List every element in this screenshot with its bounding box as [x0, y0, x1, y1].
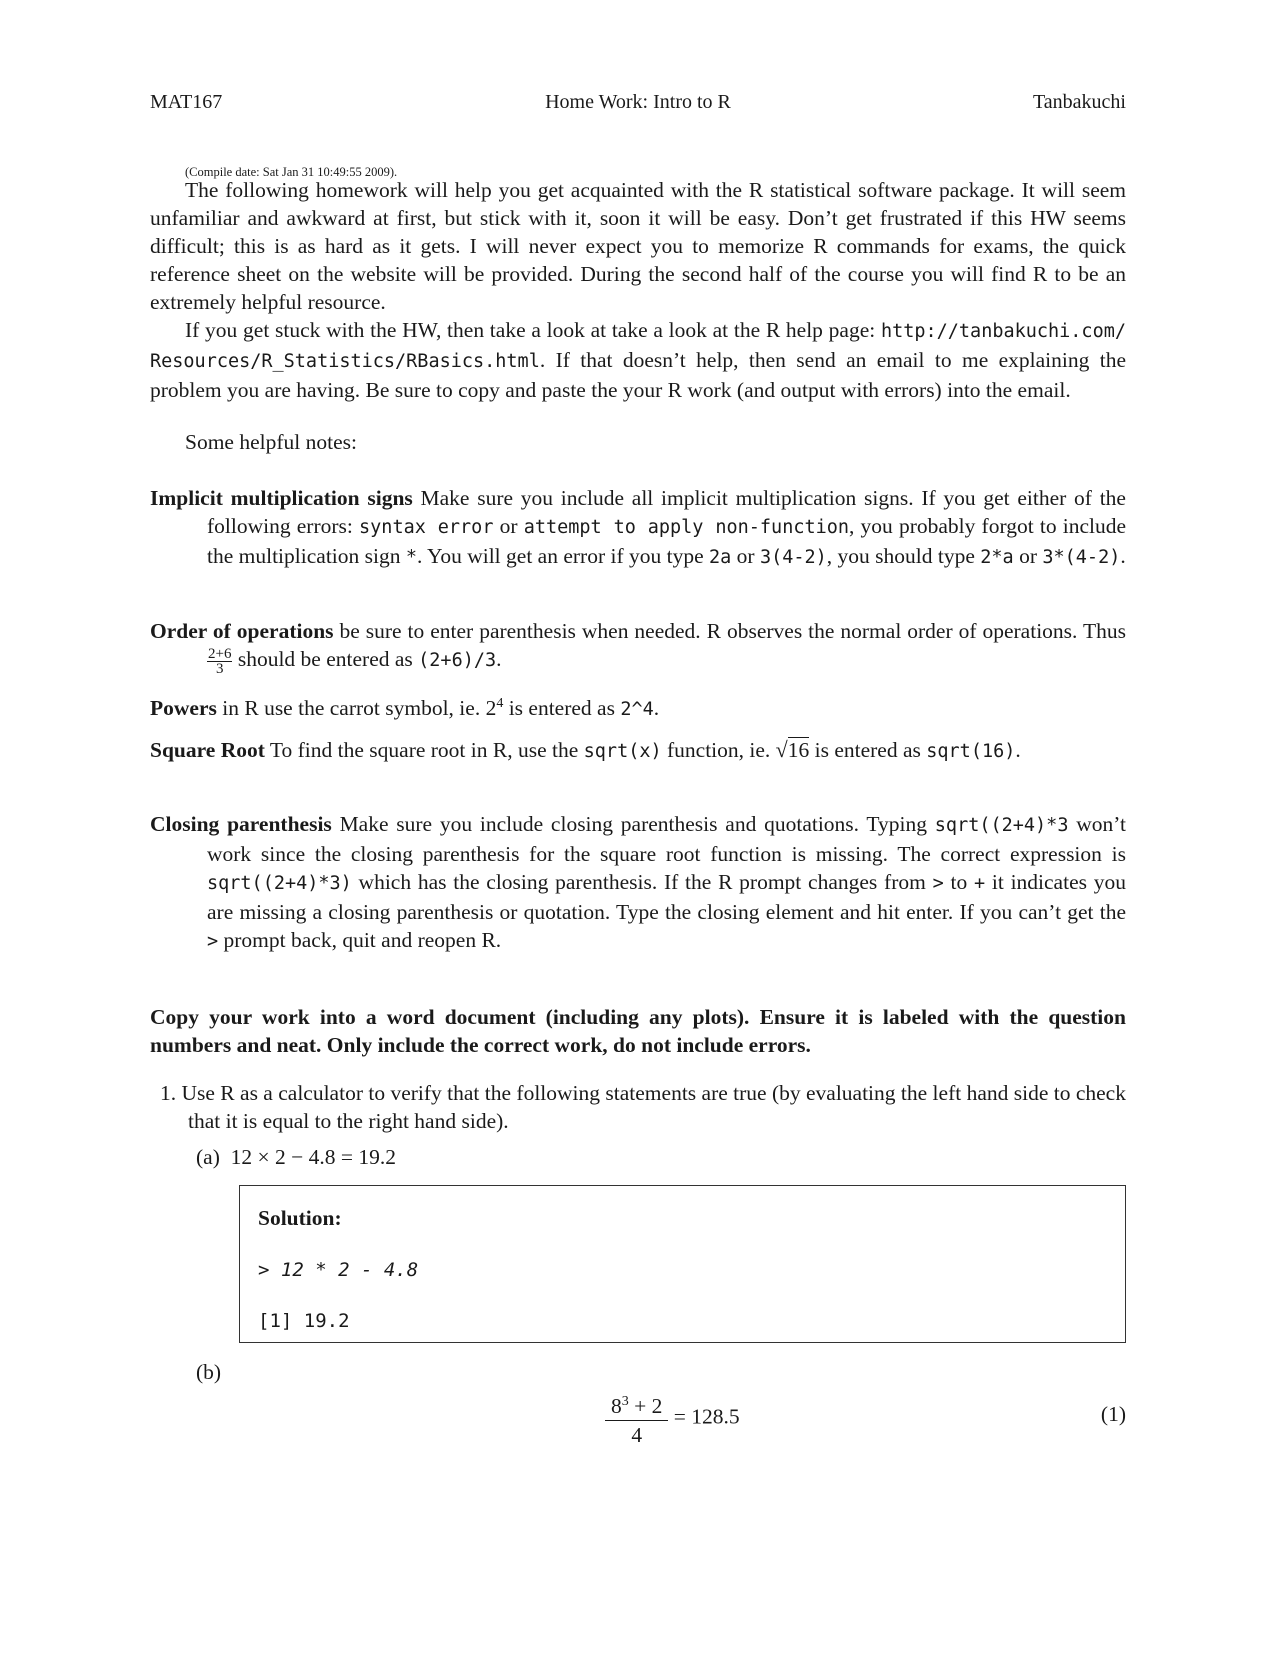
note-text: in R use the carrot symbol, ie. 2 — [216, 696, 497, 721]
note-text: is entered as — [503, 696, 621, 721]
intro-paragraph-3: Some helpful notes: — [185, 430, 357, 454]
note-powers — [150, 690, 1126, 724]
code-snippet: 3(4-2) — [759, 547, 827, 568]
note-square-root — [150, 736, 1126, 766]
note-text: . — [496, 647, 502, 671]
header-course: MAT167 — [150, 91, 223, 113]
code-snippet: sqrt(16) — [926, 741, 1016, 762]
header-title: Home Work: Intro to R — [545, 91, 731, 113]
radicand: 16 — [787, 738, 810, 762]
code-snippet: (2+6)/3 — [418, 650, 497, 671]
note-order-of-operations — [150, 617, 1126, 676]
equation-number: (1) — [1100, 1402, 1126, 1426]
code-snippet: sqrt((2+4)*3) — [207, 873, 352, 894]
note-term: Powers — [150, 696, 217, 721]
note-text: won’t work since the closing parenthesis for the square root function is missing. The correct expression is — [207, 812, 1126, 866]
code-snippet: 2^4 — [620, 699, 654, 721]
note-text: , you probably forgot to include the multiplication sign — [207, 514, 1126, 568]
numerator-base: 8 — [611, 1394, 622, 1419]
solution-title: Solution: — [258, 1206, 342, 1230]
note-term: Implicit multiplication signs — [150, 486, 413, 510]
note-text: or — [1013, 544, 1043, 568]
question-1b-label: (b) — [196, 1360, 222, 1384]
note-text: or — [493, 514, 524, 538]
fraction-numerator: 2+6 — [208, 645, 232, 662]
note-text: should be entered as — [232, 647, 419, 671]
help-page-link[interactable]: http://tanbakuchi.com/Resources/R_Statistics/RBasics.html — [150, 321, 1126, 372]
code-snippet: 2a — [709, 547, 732, 568]
code-snippet: sqrt((2+4)*3 — [934, 815, 1069, 836]
equation-denominator: 4 — [631, 1423, 643, 1448]
solution-box — [239, 1185, 1126, 1343]
question-1a — [196, 1143, 396, 1171]
code-snippet: 2*a — [980, 547, 1014, 568]
note-implicit-multiplication — [150, 484, 1126, 572]
note-term: Square Root — [150, 738, 265, 762]
note-term: Order of operations — [150, 619, 334, 643]
code-snippet: attempt to apply non-function — [523, 517, 850, 538]
note-text: is entered as — [809, 738, 927, 762]
code-snippet: 3*(4-2) — [1042, 547, 1121, 568]
intro-p2-text-before: If you get stuck with the HW, then take a look at take a look at the R help page: — [185, 318, 881, 342]
note-text: prompt back, quit and reopen R. — [218, 928, 502, 952]
note-text: it indicates you are missing a closing parenthesis or quotation. Type the closing element and hit enter. If you can’t get the — [207, 870, 1126, 924]
note-text: function, ie. — [661, 738, 776, 762]
question-1a-label: (a) — [196, 1145, 220, 1169]
intro-paragraph-1: The following homework will help you get acquainted with the R statistical software package. It will seem unfamiliar and awkward at first, but stick with it, soon it will be easy. Don’t get frustrated if this HW seems difficult; this is as hard as it gets. I will never expect you to memorize R commands for exams, the quick reference sheet on the website will be provided. During the second half of the course you will find R to be an extremely helpful resource. — [150, 178, 1126, 314]
code-snippet: > — [932, 873, 944, 894]
note-text: or — [731, 544, 760, 568]
note-text: . — [1015, 738, 1021, 762]
solution-command: > 12 * 2 - 4.8 — [258, 1259, 419, 1281]
numerator-rest: + 2 — [628, 1394, 663, 1419]
equation-rhs: = 128.5 — [668, 1404, 740, 1429]
note-closing-parenthesis — [150, 810, 1126, 956]
note-text: . You will get an error if you type — [417, 544, 710, 568]
note-text: Make sure you include all implicit multiplication signs. If you get either of the following errors: — [207, 486, 1126, 538]
compile-date: (Compile date: Sat Jan 31 10:49:55 2009). — [185, 165, 398, 179]
code-snippet: syntax error — [359, 517, 494, 538]
equation-1 — [605, 1388, 740, 1448]
note-text: , you should type — [826, 544, 981, 568]
intro-p2-text-after: . If that doesn’t help, then send an email to me explaining the problem you are having. Be sure to copy and paste the your R work (and output with errors) into the email. — [150, 348, 1126, 402]
note-text: Make sure you include closing parenthesis and quotations. Typing — [331, 812, 935, 836]
numerator-exponent: 3 — [621, 1394, 629, 1409]
intro-paragraph-2 — [150, 316, 1126, 404]
radical-sign: √ — [775, 737, 788, 762]
code-snippet: * — [405, 547, 417, 568]
page-header — [150, 88, 1126, 118]
question-1a-expression: 12 × 2 − 4.8 = 19.2 — [230, 1145, 397, 1169]
note-text: which has the closing parenthesis. If the R prompt changes from — [351, 870, 933, 894]
equation-numerator — [605, 1388, 668, 1421]
code-snippet: > — [207, 931, 219, 952]
note-text: to — [943, 870, 974, 894]
superscript: 4 — [496, 696, 504, 711]
fraction — [207, 647, 232, 676]
code-snippet: sqrt(x) — [583, 741, 662, 762]
solution-output: [1] 19.2 — [258, 1310, 350, 1332]
note-term: Closing parenthesis — [150, 812, 332, 836]
equation-fraction — [605, 1388, 668, 1449]
question-1-text: 1. Use R as a calculator to verify that the following statements are true (by evaluating the left hand side to check that it is equal to the right hand side). — [160, 1081, 1126, 1133]
code-snippet: + — [973, 873, 986, 894]
note-text: be sure to enter parenthesis when needed. R observes the normal order of operations. Thus — [333, 619, 1126, 643]
fraction-denominator: 3 — [215, 660, 224, 677]
note-text: To find the square root in R, use the — [264, 738, 584, 762]
header-author: Tanbakuchi — [1032, 91, 1126, 113]
note-text: . — [1120, 544, 1126, 568]
instructions: Copy your work into a word document (including any plots). Ensure it is labeled with the question numbers and neat. Only include the correct work, do not include errors. — [150, 1005, 1126, 1057]
note-text: . — [653, 696, 660, 721]
